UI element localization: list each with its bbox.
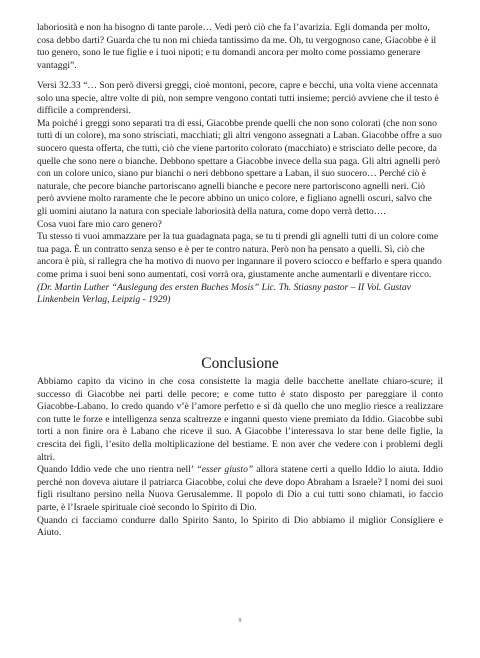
- conclusion-section: [37, 376, 443, 540]
- section-heading: Conclusione: [201, 355, 279, 372]
- conclusion-paragraph-3: Quando ci facciamo condurre dallo Spirito Santo, lo Spirito di Dio abbiamo il miglior Consigliere e Aiuto.: [37, 514, 443, 539]
- conclusion-paragraph-2: [37, 464, 443, 514]
- verses-section: [37, 80, 443, 307]
- intro-paragraph: laboriosità e non ha bisogno di tante parole… Vedi però ciò che fa l’avarizia. Egli domanda per molto, cosa debbo darti? Guarda che tu non mi chieda tantissimo da me. Oh, tu vergognoso cane, Giacobbe è il tuo genero, sono le tue figlie e i tuoi nipoti; e tu domandi ancora per molto come possiamo generare vantaggi”.: [37, 22, 437, 71]
- verses-paragraph-3: Cosa vuoi fare mio caro genero?: [37, 218, 162, 230]
- verses-paragraph-2: Ma poiché i greggi sono separati tra di essi, Giacobbe prende quelli che non sono colorati (che non sono tutti di un colore), ma sono strisciati, macchiati; gli altri vengono assegnati a Laban. Giacobbe offre a suo suocero questa offerta, che tutti, ciò che viene partorito colorato (macchiato) e strisciato delle pecore, da quelle che sono nere o bianche. Debbono spettare a Giacobbe invece della sua paga. Gli altri agnelli però con un colore unico, siano pur bianchi o neri debbono spettare a Laban, il suo suocero… Perché ciò è naturale, che pecore bianche partoriscano agnelli bianche e pecore nere partoriscono agnelli neri. Ciò però avviene molto raramente che le pecore abbino un unico colore, e figliano agnelli oscuri, salvo che gli uomini aiutano la natura con speciale laboriosità della natura, come dopo verrà detto….: [37, 117, 442, 217]
- page-number: 9: [238, 618, 242, 624]
- verses-paragraph-4: Tu stesso ti vuoi ammazzare per la tua guadagnata paga, se tu ti prendi gli agnelli tutti di un colore come tua paga. È un contratto senza senso e è per te contro natura. Però non ha pensato a quelli. Sì, ciò che ancora è più, si rallegra che ha motivo di nuovo per ingannare il povero sciocco e beffarlo e spera quando come prima i suoi beni sono aumentati, così vorrà ora, giustamente anche aumentarli e diventare ricco.: [37, 231, 442, 280]
- intro-section: [37, 22, 443, 72]
- emphasis-esser-giusto: “esser giusto”: [196, 464, 254, 476]
- conclusion-paragraph-1: Abbiamo capito da vicino in che cosa consistette la magia delle bacchette anellate chiaro-scure; il successo di Giacobbe nei parti delle pecore; e come tutto è stato disposto per pareggiare il conto Giacobbe-Labano. Io credo quando v’è l’amore perfetto e si dà quello che uno meglio riesce a realizzare con tutte le forze e intelligenza senza scaltrezze e inganni questo viene premiato da Iddio. Giacobbe subì torti a non finire ora è Labano che riceve il suo. A Giacobbe l’interessava lo star bene delle figlie, la crescita dei figli, l’esito della moltiplicazione del bestiame. E non aver che vedere con i problemi degli altri.: [37, 376, 443, 463]
- verses-paragraph-1: Versi 32.33 “… Son però diversi greggi, cioè montoni, pecore, capre e becchi, una volta viene accennata solo una specie, altre volte di più, non sempre vengono contati tutti insieme; perciò avviene che il testo è difficile a comprendersi.: [37, 80, 439, 117]
- conclusion-p2-end: allora statene certi a quello Iddio lo aiuta. Iddio perchè non doveva aiutare il patriarca Giacobbe, colui che deve dopo Abraham a Israele? I nomi dei suoi figli risultano persino nella Nuova Gerusalemme. Il popolo di Dio a cui tutti sono chiamati, io faccio parte, è l’Israele spirituale cioè secondo lo Spirito di Dio.: [37, 464, 443, 513]
- conclusion-p2-start: Quando Iddio vede che uno rientra nell’: [37, 464, 197, 476]
- citation: (Dr. Martin Luther “Auslegung des ersten Buches Mosis” Lic. Th. Stiasny pastor – II Vol. Gustav Linkenbein Verlag, Leipzig - 1929): [37, 281, 411, 306]
